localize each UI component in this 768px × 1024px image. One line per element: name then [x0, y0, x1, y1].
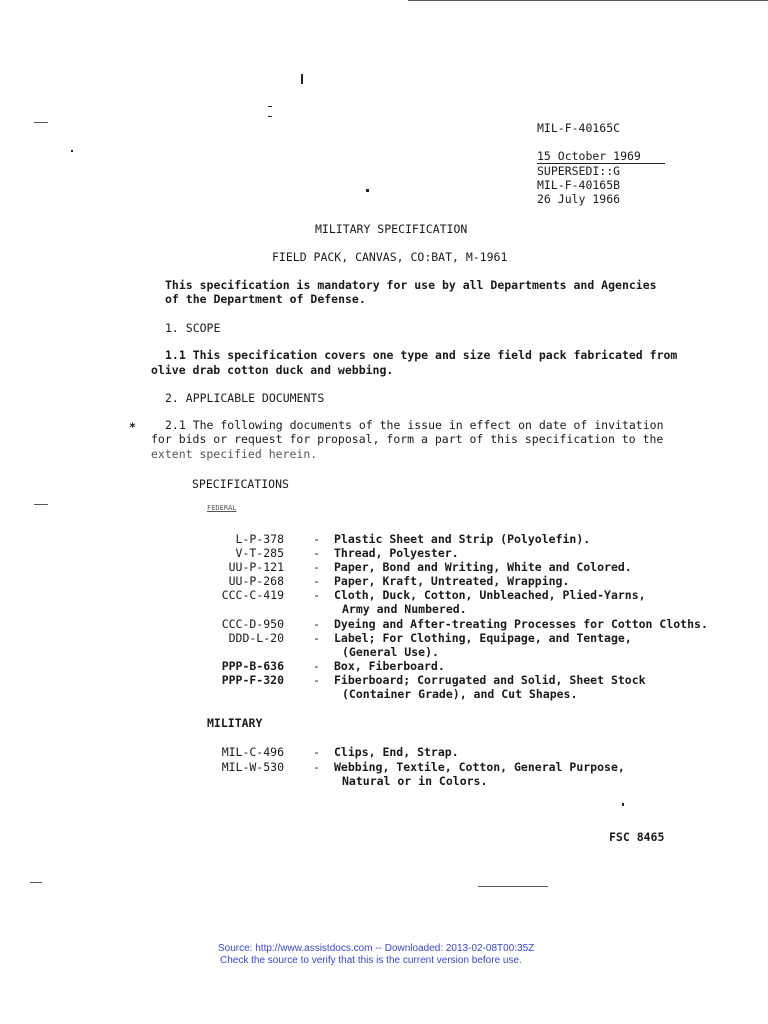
item-title: FIELD PACK, CANVAS, CO:BAT, M-1961	[272, 250, 508, 264]
scan-dot	[268, 116, 272, 117]
spec-description: Plastic Sheet and Strip (Polyolefin).	[334, 532, 591, 546]
spec-code: DDD-L-20	[228, 630, 284, 645]
spec-dash: -	[313, 588, 320, 603]
spec-code: CCC-D-950	[221, 616, 284, 631]
spec-row	[0, 574, 768, 588]
paragraph-1-1-line-2: olive drab cotton duck and webbing.	[151, 363, 394, 377]
spec-description: Label; For Clothing, Equipage, and Tentage,	[334, 630, 632, 645]
spec-description: (Container Grade), and Cut Shapes.	[342, 687, 578, 702]
spec-row	[0, 659, 768, 673]
military-heading: MILITARY	[207, 716, 263, 730]
doc-date: 15 October 1969	[537, 149, 665, 164]
spec-row	[0, 560, 768, 574]
spec-code: PPP-F-320	[221, 673, 284, 687]
spec-description: Army and Numbered.	[342, 602, 467, 617]
mandatory-line-2: of the Department of Defense.	[165, 292, 366, 306]
spec-dash: -	[313, 532, 320, 546]
section-2-heading: 2. APPLICABLE DOCUMENTS	[165, 391, 325, 405]
mandatory-line-1: This specification is mandatory for use by all Departments and Agencies	[165, 278, 657, 292]
spec-code: UU-P-268	[228, 574, 284, 589]
paragraph-2-1-line-2: for bids or request for proposal, form a part of this specification to the	[151, 432, 664, 446]
spec-row	[0, 745, 768, 759]
spec-dash: -	[313, 546, 320, 561]
spec-dash: -	[313, 658, 320, 673]
paragraph-1-1-line-1: 1.1 This specification covers one type and size field pack fabricated from	[165, 348, 678, 362]
doc-number: MIL-F-40165C	[537, 121, 621, 135]
spec-row	[0, 673, 768, 702]
spec-description: Box, Fiberboard.	[334, 658, 445, 673]
spec-code: UU-P-121	[228, 560, 284, 575]
spec-code: V-T-285	[235, 546, 284, 561]
verify-line: Check the source to verify that this is the current version before use.	[220, 955, 522, 966]
scan-margin-mark	[34, 504, 48, 505]
scan-margin-mark	[34, 122, 48, 123]
paragraph-2-1-line-1: 2.1 The following documents of the issue in effect on date of invitation	[165, 418, 664, 432]
section-1-heading: 1. SCOPE	[165, 321, 221, 335]
scan-dot	[622, 803, 624, 806]
spec-description: Paper, Kraft, Untreated, Wrapping.	[334, 574, 570, 589]
specifications-heading: SPECIFICATIONS	[192, 477, 289, 491]
spec-code: PPP-B-636	[221, 658, 284, 673]
spec-row	[0, 532, 768, 546]
federal-heading: FEDERAL	[207, 504, 237, 512]
spec-dash: -	[313, 616, 320, 631]
spec-description: Webbing, Textile, Cotton, General Purpose,	[334, 759, 625, 774]
spec-row	[0, 617, 768, 631]
spec-dash: -	[313, 630, 320, 645]
spec-description: Clips, End, Strap.	[334, 745, 459, 759]
spec-dash: -	[313, 759, 320, 774]
spec-description: (General Use).	[342, 644, 439, 659]
change-marker: *	[129, 420, 136, 434]
spec-description: Dyeing and After-treating Processes for Cotton Cloths.	[334, 616, 708, 631]
spec-dash: -	[313, 673, 320, 687]
superseded-number: MIL-F-40165B	[537, 178, 621, 192]
spec-dash: -	[313, 745, 320, 759]
scan-rule-bottom	[478, 886, 548, 887]
scan-margin-mark	[30, 882, 42, 883]
superseding-label: SUPERSEDI::G	[537, 164, 621, 178]
scan-dot	[366, 189, 369, 192]
paragraph-2-1-line-3: extent specified herein.	[151, 447, 318, 461]
spec-code: CCC-C-419	[221, 588, 284, 603]
spec-row	[0, 630, 768, 659]
scan-dot	[301, 74, 303, 84]
spec-dash: -	[313, 560, 320, 575]
spec-code: MIL-C-496	[221, 745, 284, 759]
superseded-date: 26 July 1966	[537, 192, 621, 206]
spec-description: Paper, Bond and Writing, White and Colored.	[334, 560, 632, 575]
scan-dot	[268, 106, 272, 107]
spec-code: L-P-378	[235, 532, 284, 546]
spec-description: Natural or in Colors.	[342, 774, 488, 788]
spec-description: Fiberboard; Corrugated and Solid, Sheet Stock	[334, 673, 646, 687]
spec-dash: -	[313, 574, 320, 589]
spec-type-title: MILITARY SPECIFICATION	[315, 222, 468, 236]
source-line: Source: http://www.assistdocs.com -- Downloaded: 2013-02-08T00:35Z	[218, 943, 535, 954]
scan-rule-top	[408, 0, 768, 1]
spec-description: Thread, Polyester.	[334, 546, 459, 561]
fsc-code: FSC 8465	[609, 830, 665, 844]
spec-row	[0, 759, 768, 788]
spec-row	[0, 546, 768, 560]
spec-description: Cloth, Duck, Cotton, Unbleached, Plied-Yarns,	[334, 588, 646, 603]
scan-dot	[71, 150, 73, 152]
spec-row	[0, 588, 768, 617]
spec-code: MIL-W-530	[221, 759, 284, 774]
